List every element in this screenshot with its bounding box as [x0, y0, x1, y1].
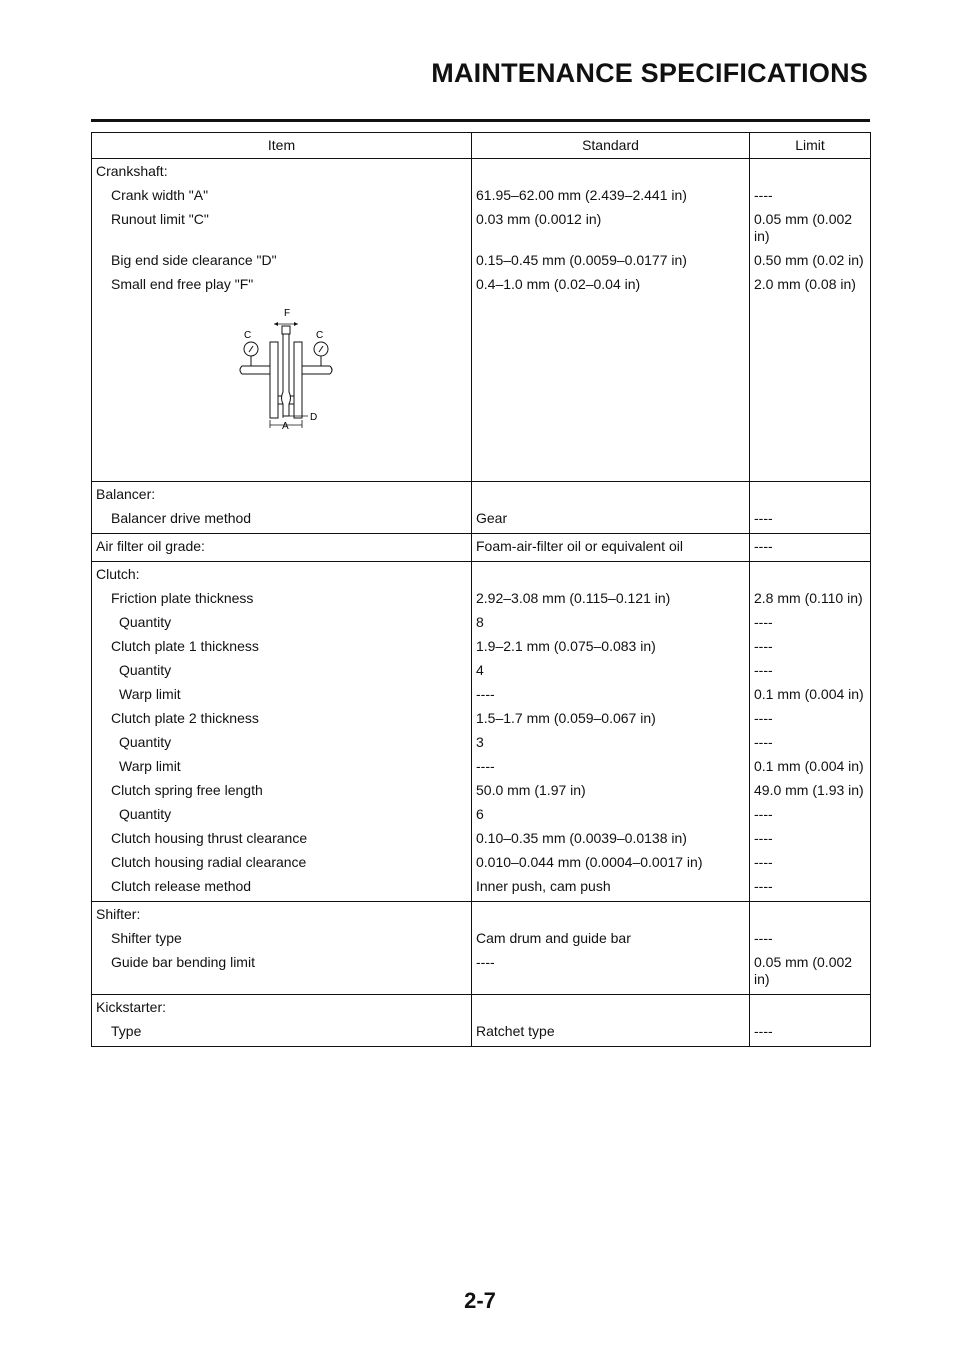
- crankshaft-diagram: [236, 304, 336, 429]
- limit-cell: ----: [750, 506, 871, 534]
- limit-cell: 0.05 mm (0.002 in): [750, 950, 871, 995]
- limit-cell: 2.0 mm (0.08 in): [750, 272, 871, 296]
- item-cell: Guide bar bending limit: [92, 950, 472, 995]
- item-cell: Clutch plate 2 thickness: [92, 706, 472, 730]
- item-cell: Warp limit: [92, 682, 472, 706]
- table-row: [92, 183, 871, 207]
- header-limit: Limit: [750, 133, 871, 159]
- standard-cell: 0.010–0.044 mm (0.0004–0.0017 in): [472, 850, 750, 874]
- standard-cell: 3: [472, 730, 750, 754]
- table-row: [92, 754, 871, 778]
- item-cell: Runout limit "C": [92, 207, 472, 248]
- page-number: 2-7: [464, 1288, 496, 1313]
- category-row-shifter: [92, 902, 871, 927]
- table-row: [92, 950, 871, 995]
- item-cell: Clutch housing thrust clearance: [92, 826, 472, 850]
- diagram-label-c-right: C: [316, 330, 324, 341]
- standard-cell: Gear: [472, 506, 750, 534]
- table-row-air-filter: [92, 534, 871, 562]
- standard-cell: ----: [472, 950, 750, 995]
- standard-cell: 2.92–3.08 mm (0.115–0.121 in): [472, 586, 750, 610]
- item-cell: Air filter oil grade:: [92, 534, 472, 562]
- table-row: [92, 658, 871, 682]
- category-label: Clutch:: [92, 562, 472, 587]
- item-cell: Clutch housing radial clearance: [92, 850, 472, 874]
- standard-cell: 8: [472, 610, 750, 634]
- table-row: [92, 826, 871, 850]
- category-label: Kickstarter:: [92, 995, 472, 1020]
- item-cell: Quantity: [92, 610, 472, 634]
- table-header-row: [92, 133, 871, 159]
- limit-cell: ----: [750, 730, 871, 754]
- limit-cell: ----: [750, 534, 871, 562]
- table-row: [92, 207, 871, 248]
- standard-cell: Foam-air-filter oil or equivalent oil: [472, 534, 750, 562]
- category-label: Crankshaft:: [92, 159, 472, 184]
- standard-cell: ----: [472, 682, 750, 706]
- table-row: [92, 850, 871, 874]
- category-label: Shifter:: [92, 902, 472, 927]
- category-row-kickstarter: [92, 995, 871, 1020]
- table-row: [92, 778, 871, 802]
- limit-cell: 2.8 mm (0.110 in): [750, 586, 871, 610]
- limit-cell: ----: [750, 610, 871, 634]
- diagram-label-a: A: [282, 421, 289, 429]
- standard-cell: 50.0 mm (1.97 in): [472, 778, 750, 802]
- limit-cell: 0.1 mm (0.004 in): [750, 682, 871, 706]
- table-row: [92, 926, 871, 950]
- standard-cell: Ratchet type: [472, 1019, 750, 1047]
- item-cell: Quantity: [92, 730, 472, 754]
- standard-cell: Inner push, cam push: [472, 874, 750, 902]
- table-row: [92, 586, 871, 610]
- category-row-crankshaft: [92, 159, 871, 184]
- standard-cell: 0.15–0.45 mm (0.0059–0.0177 in): [472, 248, 750, 272]
- item-cell: Type: [92, 1019, 472, 1047]
- standard-cell: ----: [472, 754, 750, 778]
- item-cell: Clutch spring free length: [92, 778, 472, 802]
- diagram-row: [92, 296, 871, 482]
- page-title: MAINTENANCE SPECIFICATIONS: [431, 58, 868, 88]
- limit-cell: ----: [750, 850, 871, 874]
- item-cell: Quantity: [92, 658, 472, 682]
- limit-cell: ----: [750, 183, 871, 207]
- standard-cell: 6: [472, 802, 750, 826]
- limit-cell: ----: [750, 874, 871, 902]
- standard-cell: 1.9–2.1 mm (0.075–0.083 in): [472, 634, 750, 658]
- item-cell: Clutch plate 1 thickness: [92, 634, 472, 658]
- table-row: [92, 1019, 871, 1047]
- diagram-label-c-left: C: [244, 330, 252, 341]
- standard-cell: 4: [472, 658, 750, 682]
- category-row-balancer: [92, 482, 871, 507]
- limit-cell: ----: [750, 634, 871, 658]
- table-row: [92, 610, 871, 634]
- item-cell: Quantity: [92, 802, 472, 826]
- standard-cell: Cam drum and guide bar: [472, 926, 750, 950]
- table-row: [92, 248, 871, 272]
- limit-cell: ----: [750, 658, 871, 682]
- title-rule: [91, 119, 870, 122]
- diagram-label-f: F: [284, 308, 291, 319]
- table-row: [92, 802, 871, 826]
- standard-cell: 0.4–1.0 mm (0.02–0.04 in): [472, 272, 750, 296]
- table-row: [92, 634, 871, 658]
- table-row: [92, 730, 871, 754]
- limit-cell: 0.50 mm (0.02 in): [750, 248, 871, 272]
- table-row: [92, 272, 871, 296]
- item-cell: Shifter type: [92, 926, 472, 950]
- table-row: [92, 874, 871, 902]
- limit-cell: 0.1 mm (0.004 in): [750, 754, 871, 778]
- standard-cell: 1.5–1.7 mm (0.059–0.067 in): [472, 706, 750, 730]
- standard-cell: 0.10–0.35 mm (0.0039–0.0138 in): [472, 826, 750, 850]
- limit-cell: 0.05 mm (0.002 in): [750, 207, 871, 248]
- limit-cell: ----: [750, 706, 871, 730]
- crankshaft-diagram-cell: [92, 296, 472, 482]
- table-row: [92, 682, 871, 706]
- item-cell: Big end side clearance "D": [92, 248, 472, 272]
- category-row-clutch: [92, 562, 871, 587]
- category-label: Balancer:: [92, 482, 472, 507]
- standard-cell: 61.95–62.00 mm (2.439–2.441 in): [472, 183, 750, 207]
- item-cell: Clutch release method: [92, 874, 472, 902]
- limit-cell: ----: [750, 1019, 871, 1047]
- limit-cell: ----: [750, 802, 871, 826]
- diagram-label-d: D: [310, 412, 318, 423]
- table-row: [92, 506, 871, 534]
- specifications-table: [91, 132, 871, 1047]
- limit-cell: ----: [750, 926, 871, 950]
- item-cell: Warp limit: [92, 754, 472, 778]
- item-cell: Crank width "A": [92, 183, 472, 207]
- item-cell: Small end free play "F": [92, 272, 472, 296]
- limit-cell: 49.0 mm (1.93 in): [750, 778, 871, 802]
- standard-cell: 0.03 mm (0.0012 in): [472, 207, 750, 248]
- table-row: [92, 706, 871, 730]
- item-cell: Balancer drive method: [92, 506, 472, 534]
- header-item: Item: [92, 133, 472, 159]
- item-cell: Friction plate thickness: [92, 586, 472, 610]
- header-standard: Standard: [472, 133, 750, 159]
- limit-cell: ----: [750, 826, 871, 850]
